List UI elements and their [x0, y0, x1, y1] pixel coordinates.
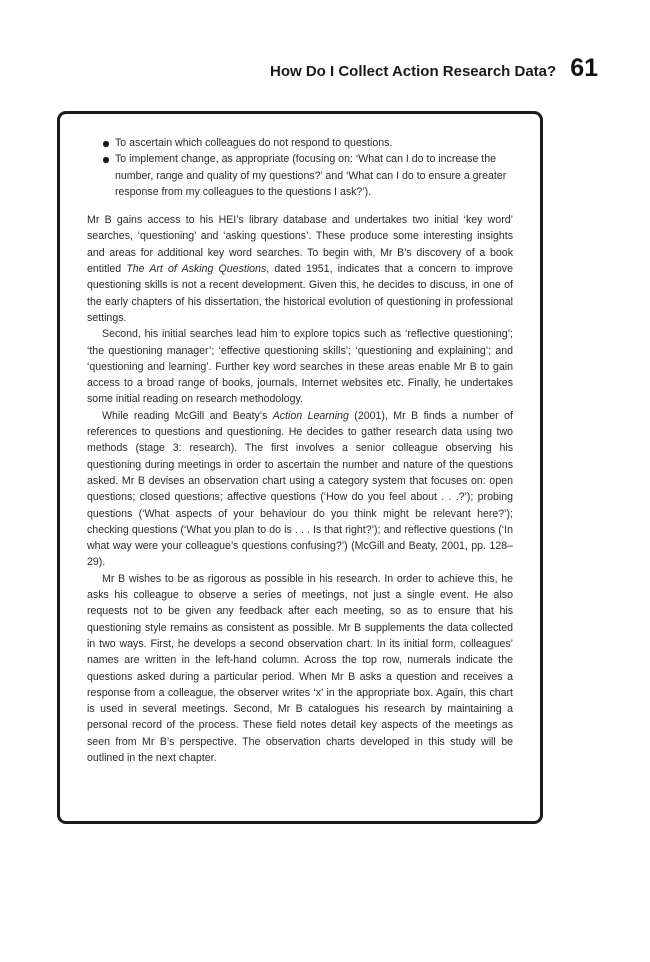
paragraph-3: [87, 408, 513, 571]
bullet-text: To implement change, as appropriate (focusing on: ‘What can I do to increase the number, range and quality of my questions?’ and ‘What can I do to ensure a greater response from my colleagues to the questions I ask?’).: [115, 153, 507, 198]
book-title-emphasis: The Art of Asking Questions: [126, 263, 267, 276]
bullet-icon: [103, 157, 109, 163]
running-head: [270, 54, 598, 86]
list-item: [103, 135, 513, 151]
case-study-box: [57, 111, 543, 824]
paragraph-1-text-a: Mr B gains access to his HEI’s library database and undertakes two initial ‘key word’ searches, ‘questioning’ and ‘asking questions’. These produce some interesting insights and areas for additional key word searches. To begin with, Mr B’s discovery of a book entitled: [87, 214, 513, 276]
bullet-icon: [103, 141, 109, 147]
bullet-text: To ascertain which colleagues do not respond to questions.: [115, 137, 393, 149]
paragraph-1: [87, 212, 513, 326]
page-number: 61: [570, 54, 598, 82]
running-title: How Do I Collect Action Research Data?: [270, 63, 557, 80]
list-item: [103, 151, 513, 200]
paragraph-3-text-a: While reading McGill and Beaty’s: [102, 409, 273, 422]
bullet-list: [87, 135, 513, 200]
paragraph-3-text-b: (2001), Mr B finds a number of references to questions and questioning. He decides to gather research data using two methods (stage 3: research). The first involves a senior colleague observing his questioning during meetings in order to ascertain the number and nature of the questions asked. Mr B devises an observation chart using a category system that focuses on: open questions; closed questions; affective questions (‘How do you feel about . . .?’); probing questions (‘What aspects of your behaviour do you think might be relevant here?’); checking questions (‘What you plan to do is . . . Is that right?’); and reflective questions (‘In what way were your colleague’s questions confusing?’) (McGill and Beaty, 2001, pp. 128–29).: [87, 409, 513, 569]
paragraph-2: Second, his initial searches lead him to explore topics such as ‘reflective questioning’; ‘the questioning manager’; ‘effective questioning skills’; ‘questioning and explaining’; and ‘questioning and learning’. Further key word searches in these areas enable Mr B to gain access to a broad range of books, journals, Internet websites etc. Finally, he undertakes some initial reading on research methodology.: [87, 328, 513, 406]
book-title-emphasis: Action Learning: [272, 409, 349, 422]
paragraph-4: Mr B wishes to be as rigorous as possible in his research. In order to achieve this, he asks his colleague to observe a series of meetings, not just a single event. He also requests not to be given any feedback after each meeting, so as to ensure that his questioning style remains as consistent as possible. Mr B supplements the data collected in two ways. First, he develops a second observation chart. In its initial form, colleagues’ names are written in the left-hand column. Across the top row, numerals indicate the questions asked during a particular period. When Mr B asks a question and receives a response from a colleague, the observer writes ‘x’ in the appropriate box. Again, this chart is used in several meetings. Second, Mr B catalogues his research by maintaining a personal record of the process. These field notes detail key aspects of the meetings as seen from Mr B’s perspective. The observation charts developed in this study will be outlined in the next chapter.: [87, 572, 513, 764]
paragraph-1-text-b: , dated 1951, indicates that a concern to improve questioning skills is not a recent development. Given this, he decides to discuss, in one of the early chapters of his dissertation, the historical evolution of questioning in professional settings.: [87, 263, 513, 324]
